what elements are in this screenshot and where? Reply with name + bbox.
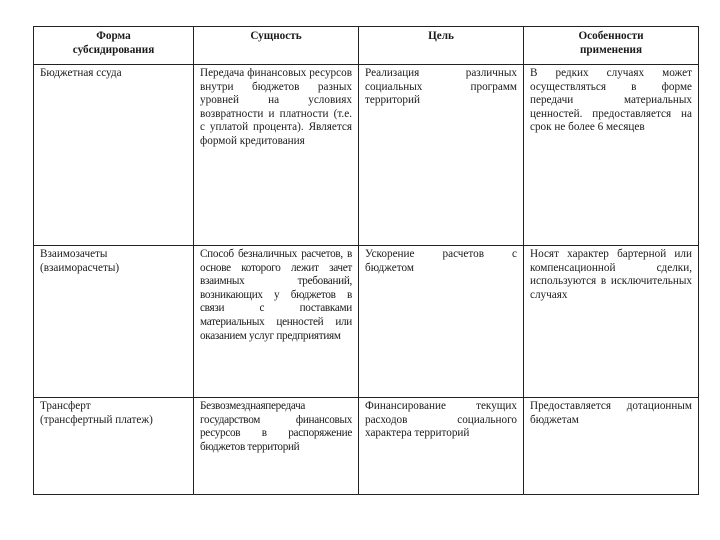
cell-goal: Реализация различных социальных программ территорий (359, 65, 524, 246)
cell-features: Предоставляется дотационным бюджетам (524, 398, 699, 495)
cell-goal: Ускорение расчетов с бюджетом (359, 246, 524, 398)
header-form: Форма субсидирования (34, 27, 194, 65)
cell-essence: Способ безналичных расчетов, в основе которого лежит зачет взаимных требований, возникающих у бюджетов в связи с поставками материальных ценностей или оказанием услуг предприятиям (194, 246, 359, 398)
table-row (34, 65, 699, 246)
subsidy-forms-table (33, 26, 699, 495)
cell-features: Носят характер бартерной или компенсационной сделки, используются в исключительных случаях (524, 246, 699, 398)
table-row (34, 398, 699, 495)
table-row (34, 246, 699, 398)
cell-features: В редких случаях может осуществляться в форме передачи материальных ценностей. предоставляется на срок не более 6 месяцев (524, 65, 699, 246)
cell-form: Взаимозачеты (взаиморасчеты) (34, 246, 194, 398)
cell-form: Трансферт (трансфертный платеж) (34, 398, 194, 495)
header-essence: Сущность (194, 27, 359, 65)
table-header-row (34, 27, 699, 65)
cell-goal: Финансирование текущих расходов социального характера территорий (359, 398, 524, 495)
header-features: Особенности применения (524, 27, 699, 65)
cell-essence: Передача финансовых ресурсов внутри бюджетов разных уровней на условиях возвратности и платности (т.е. с уплатой процента). Является формой кредитования (194, 65, 359, 246)
header-goal: Цель (359, 27, 524, 65)
cell-form: Бюджетная ссуда (34, 65, 194, 246)
cell-essence: Безвозмезднаяпередача государством финансовых ресурсов в распоряжение бюджетов территорий (194, 398, 359, 495)
